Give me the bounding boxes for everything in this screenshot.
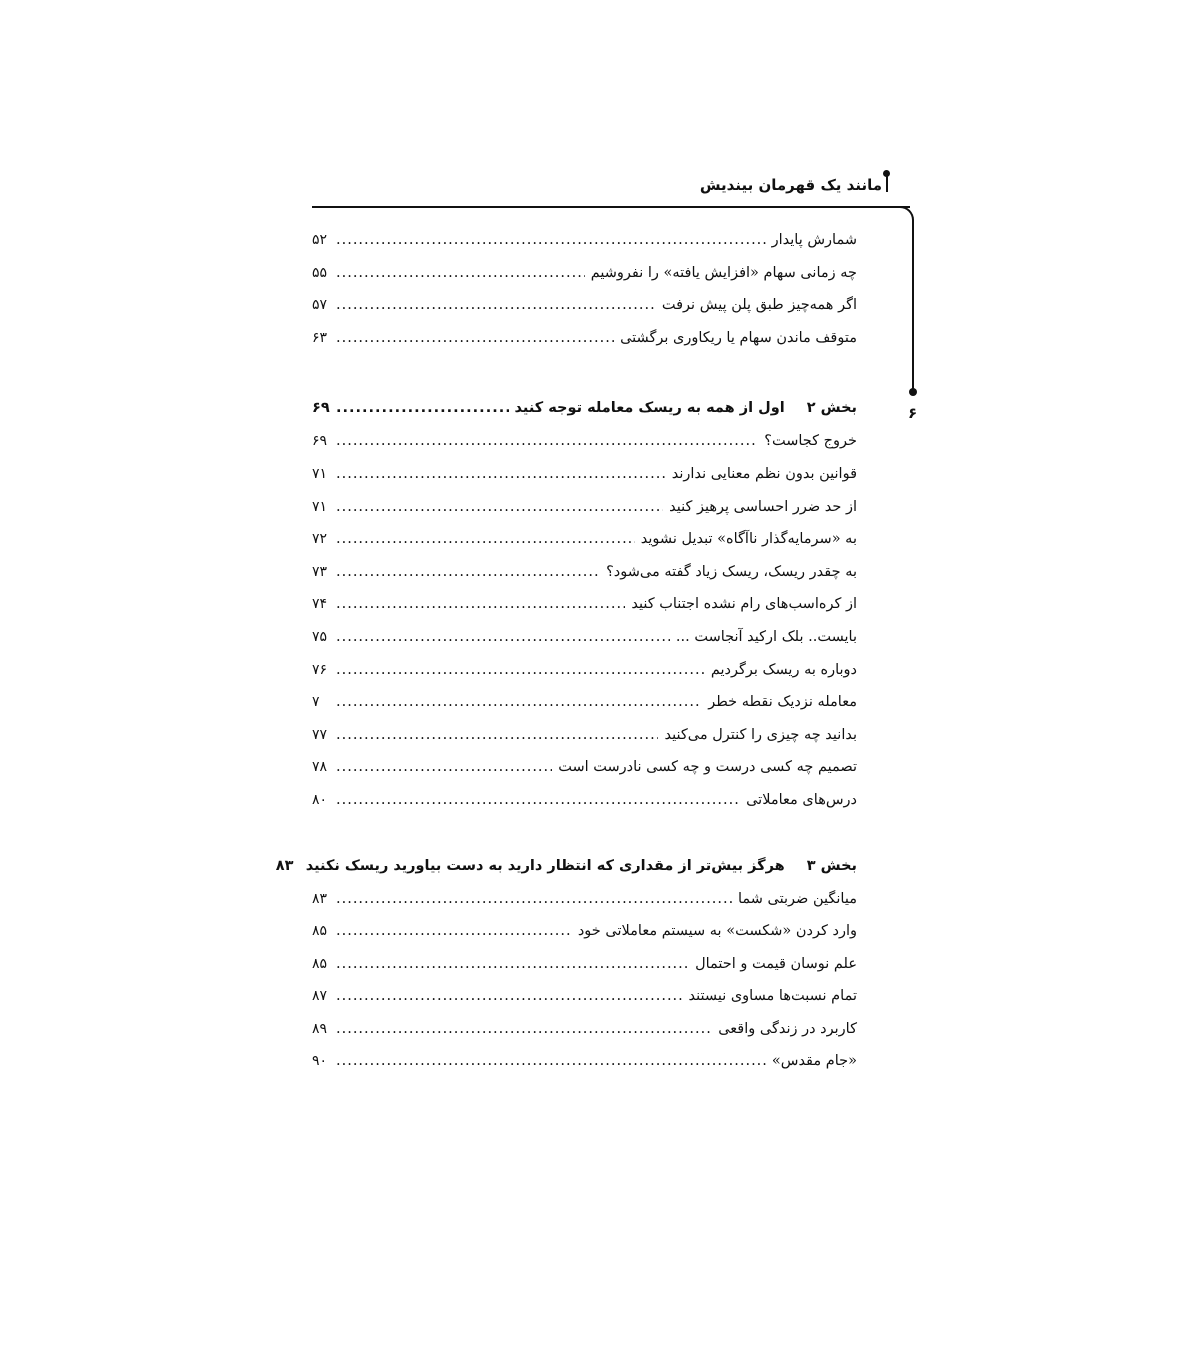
toc-entry-page: ۸۷ (312, 988, 328, 1005)
toc-entry (312, 1021, 857, 1054)
page-number: ۶ (908, 404, 918, 422)
toc-entry-page: ۷۱ (312, 498, 328, 515)
toc-entry-page: ۷۳ (312, 563, 328, 580)
toc-leader-dots (336, 956, 689, 972)
toc-entry (312, 499, 857, 532)
toc-chapter-3-heading (275, 857, 857, 891)
side-rule-corner (890, 206, 914, 228)
toc-leader-dots (336, 330, 614, 346)
side-rule-dot (909, 388, 917, 396)
toc-entry (312, 596, 857, 629)
toc-entry-page: ۵۷ (312, 297, 328, 314)
toc-entry (312, 891, 857, 924)
toc-leader-dots (336, 759, 552, 775)
toc-leader-dots (336, 1053, 766, 1069)
toc-leader-dots (336, 499, 663, 515)
toc-entry (312, 330, 857, 363)
toc-entry (312, 433, 857, 466)
toc-entry-page: ۵۲ (312, 232, 328, 248)
toc-entry-title: وارد کردن «شکست» به سیستم معاملاتی خود (577, 923, 857, 940)
toc-leader-dots (336, 923, 572, 939)
toc-entry-page: ۷۴ (312, 596, 328, 613)
toc-entry-title: اگر همه‌چیز طبق پلن پیش نرفت (661, 297, 857, 314)
toc-entry-title: تصمیم چه کسی درست و چه کسی نادرست است (558, 759, 857, 776)
toc-leader-dots (336, 988, 683, 1004)
toc-entry (312, 564, 857, 597)
toc-leader-dots (336, 531, 635, 547)
toc-leader-dots (336, 596, 625, 612)
toc-entry (312, 265, 857, 298)
toc-entry (312, 694, 857, 727)
toc-entry-title: بدانید چه چیزی را کنترل می‌کنید (664, 726, 857, 743)
toc-leader-dots (336, 662, 705, 678)
toc-entry-title: درس‌های معاملاتی (746, 791, 857, 808)
toc-entry-title: علم نوسان قیمت و احتمال (695, 955, 857, 972)
toc-entry-page: ۷۱ (312, 465, 328, 482)
toc-entry-title: چه زمانی سهام «افزایش یافته» را نفروشیم (590, 264, 857, 281)
toc-entry-title: به چقدر ریسک، ریسک زیاد گفته می‌شود؟ (606, 563, 857, 580)
toc-entry-title: تمام نسبت‌ها مساوی نیستند (688, 988, 857, 1005)
toc-leader-dots (336, 792, 740, 808)
toc-entry-title: قوانین بدون نظم معنایی ندارند (671, 465, 857, 482)
toc-entry (312, 629, 857, 662)
toc-entry-page: ۷۸ (312, 759, 328, 776)
toc-leader-dots (336, 297, 656, 313)
toc-entry-title: به «سرمایه‌گذار ناآگاه» تبدیل نشوید (640, 531, 857, 548)
toc-leader-dots (336, 466, 666, 482)
toc-chapter-2-heading (312, 400, 857, 433)
chapter-label: بخش ۳ (806, 857, 857, 874)
toc-entry-title: دوباره به ریسک برگردیم (710, 661, 857, 678)
toc-entry-page: ۷۵ (312, 628, 328, 645)
toc-entry (312, 759, 857, 792)
toc-leader-dots (336, 629, 670, 645)
toc-entry (312, 232, 857, 265)
chapter-title: اول از همه به ریسک معامله توجه کنید (514, 400, 785, 417)
toc-entry-page: ۸۵ (312, 923, 328, 940)
toc-entry (312, 988, 857, 1021)
header-ornament-stem (886, 174, 888, 192)
toc-entry-page: ۸۰ (312, 791, 328, 808)
toc-leader-dots (336, 891, 732, 907)
toc-leader-dots (336, 433, 758, 449)
toc-entry-title: از حد ضرر احساسی پرهیز کنید (669, 498, 857, 515)
toc-entry-page: ۷۲ (312, 531, 328, 548)
toc-entry-page: ۷۶ (312, 661, 328, 678)
toc-entry-title: بایست.. بلک ارکید آنجاست ... (675, 628, 857, 645)
chapter-page: ۶۹ (312, 400, 330, 417)
section-spacer (312, 362, 857, 400)
toc-entry (312, 923, 857, 956)
toc-entry-page: ۷ (312, 694, 320, 711)
toc-entry-title: «جام مقدس» (771, 1053, 857, 1070)
chapter-title: هرگز بیش‌تر از مقداری که انتظار دارید به دست بیاورید ریسک نکنید (305, 857, 785, 874)
toc-entry-page: ۹۰ (312, 1053, 328, 1070)
toc-entry-page: ۶۹ (312, 433, 328, 450)
side-rule (912, 226, 914, 391)
toc-entry (312, 297, 857, 330)
toc-leader-dots (336, 400, 509, 416)
toc-entry (312, 466, 857, 499)
toc-leader-dots (336, 694, 702, 710)
toc-leader-dots (336, 232, 766, 248)
toc-entry-page: ۶۳ (312, 329, 328, 346)
toc-entry (312, 531, 857, 564)
toc-entry-title: خروج کجاست؟ (764, 433, 857, 450)
toc-leader-dots (336, 1021, 712, 1037)
toc-entry-title: از کره‌اسب‌های رام نشده اجتناب کنید (631, 596, 857, 613)
toc-entry-title: میانگین ضربتی شما (738, 890, 857, 907)
chapter-page: ۸۳ (275, 857, 294, 874)
toc-entry (312, 956, 857, 989)
toc-entry-title: معامله نزدیک نقطه خطر (708, 694, 857, 711)
running-title: مانند یک قهرمان بیندیش (699, 176, 882, 194)
toc-entry (312, 662, 857, 695)
toc-entry-title: متوقف ماندن سهام یا ریکاوری برگشتی (620, 329, 857, 346)
toc-entry-title: کاربرد در زندگی واقعی (718, 1020, 857, 1037)
toc-entry-title: شمارش پایدار (771, 232, 857, 248)
toc-entry (312, 727, 857, 760)
toc-entry-page: ۵۵ (312, 264, 328, 281)
toc-entry-page: ۸۵ (312, 955, 328, 972)
chapter-label: بخش ۲ (806, 400, 857, 417)
toc-entry-page: ۸۳ (312, 890, 328, 907)
toc-leader-dots (336, 727, 658, 743)
toc-leader-dots (336, 564, 600, 580)
header-rule (312, 206, 910, 208)
toc-entry-page: ۷۷ (312, 726, 328, 743)
toc-entry (312, 792, 857, 825)
toc-leader-dots (336, 265, 585, 281)
table-of-contents (275, 232, 857, 1086)
toc-entry (312, 1053, 857, 1086)
toc-entry-page: ۸۹ (312, 1020, 328, 1037)
section-spacer (312, 825, 857, 858)
